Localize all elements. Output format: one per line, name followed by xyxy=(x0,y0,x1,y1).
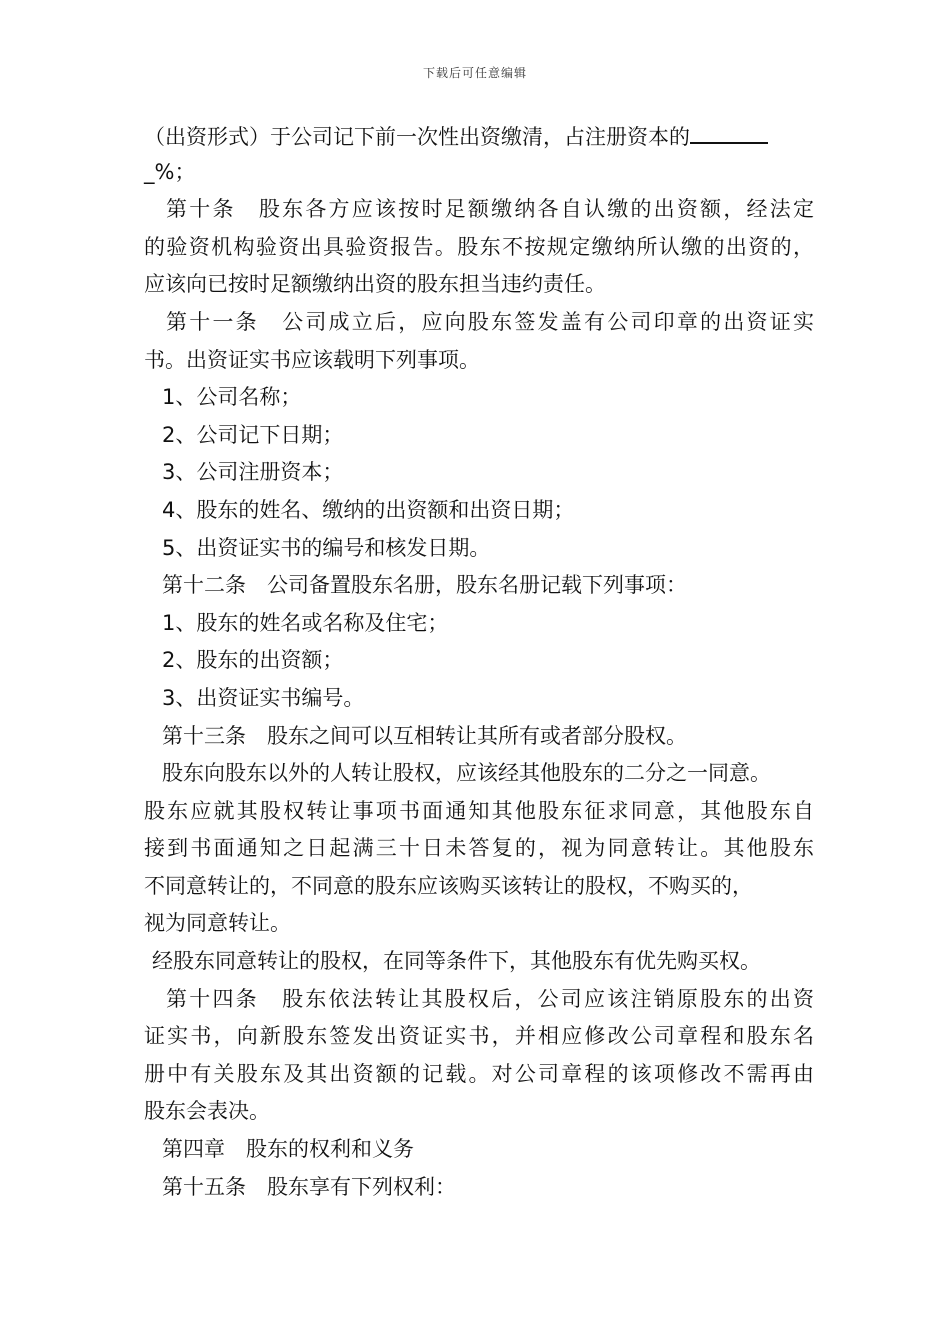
paragraph-line: 股东向股东以外的人转让股权，应该经其他股东的二分之一同意。 xyxy=(162,761,771,786)
list-item: 1、股东的姓名或名称及住宅； xyxy=(162,610,449,635)
article-15: 第十五条 股东享有下列权利： xyxy=(162,1174,456,1199)
paragraph-line: 股东应就其股权转让事项书面通知其他股东征求同意，其他股东自 xyxy=(144,798,814,823)
paragraph-line xyxy=(144,116,814,154)
article-13: 第十三条 股东之间可以互相转让其所有或者部分股权。 xyxy=(162,723,687,748)
list-item: 3、出资证实书编号。 xyxy=(162,685,365,710)
fill-in-blank xyxy=(690,116,768,144)
paragraph-line: 股东会表决。 xyxy=(144,1099,270,1124)
article-14: 第十四条 股东依法转让其股权后，公司应该注销原股东的出资 xyxy=(166,986,814,1011)
paragraph-line: 的验资机构验资出具验资报告。股东不按规定缴纳所认缴的出资的， xyxy=(144,234,814,259)
paragraph-line: 证实书，向新股东签发出资证实书，并相应修改公司章程和股东名 xyxy=(144,1024,814,1049)
page-header: 下载后可任意编辑 xyxy=(422,66,527,80)
paragraph-line: 册中有关股东及其出资额的记载。对公司章程的该项修改不需再由 xyxy=(144,1061,814,1086)
list-item: 4、股东的姓名、缴纳的出资额和出资日期； xyxy=(162,497,575,522)
article-10: 第十条 股东各方应该按时足额缴纳各自认缴的出资额，经法定 xyxy=(166,197,814,222)
paragraph-line: 接到书面通知之日起满三十日未答复的，视为同意转让。其他股东 xyxy=(144,836,814,861)
paragraph-line: 应该向已按时足额缴纳出资的股东担当违约责任。 xyxy=(144,272,606,297)
list-item: 2、公司记下日期； xyxy=(162,422,344,447)
list-item: 5、出资证实书的编号和核发日期。 xyxy=(162,535,491,560)
chapter-heading: 第四章 股东的权利和义务 xyxy=(162,1137,414,1162)
document-body xyxy=(144,116,814,1206)
paragraph-line: 经股东同意转让的股权，在同等条件下，其他股东有优先购买权。 xyxy=(152,949,761,974)
list-item: 1、公司名称； xyxy=(162,385,302,410)
line-text: （出资形式）于公司记下前一次性出资缴清，占注册资本的 xyxy=(144,125,690,149)
article-12: 第十二条 公司备置股东名册，股东名册记载下列事项： xyxy=(162,573,687,598)
paragraph-line: 书。出资证实书应该载明下列事项。 xyxy=(144,347,480,372)
paragraph-line: _%； xyxy=(144,159,196,184)
list-item: 2、股东的出资额； xyxy=(162,648,344,673)
article-11: 第十一条 公司成立后，应向股东签发盖有公司印章的出资证实 xyxy=(166,309,814,334)
list-item: 3、公司注册资本； xyxy=(162,460,344,485)
paragraph-line: 视为同意转让。 xyxy=(144,911,291,936)
paragraph-line: 不同意转让的，不同意的股东应该购买该转让的股权，不购买的， xyxy=(144,873,753,898)
